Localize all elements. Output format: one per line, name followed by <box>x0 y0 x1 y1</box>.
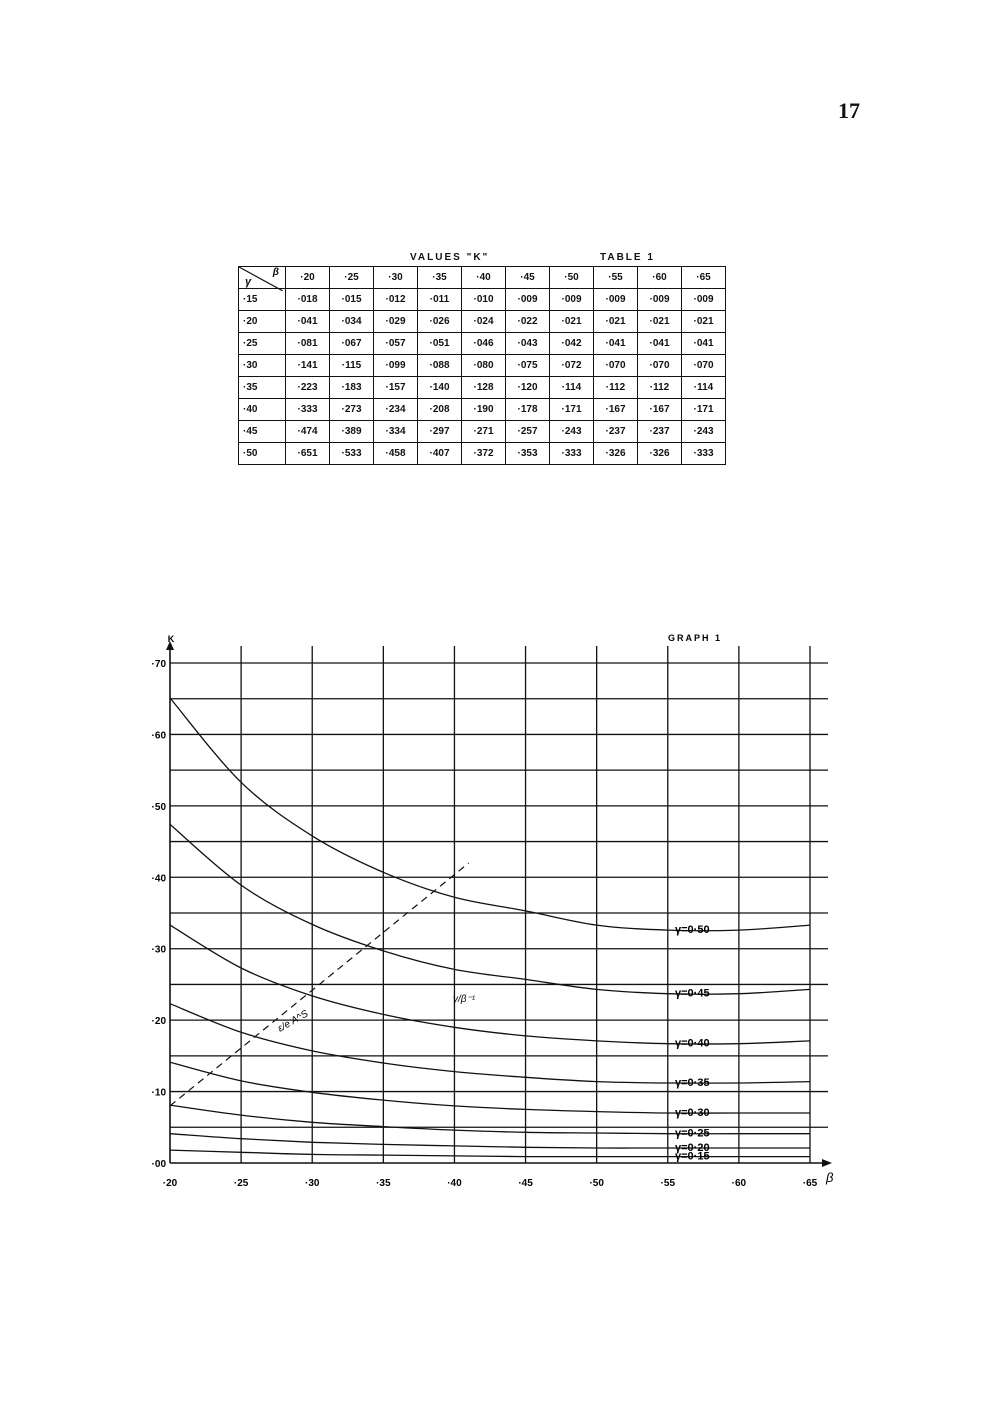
y-tick-label: ·70 <box>151 659 166 670</box>
table-cell: ·333 <box>550 443 594 465</box>
column-header-beta: ·45 <box>506 267 550 289</box>
column-header-beta: ·30 <box>374 267 418 289</box>
table-cell: ·042 <box>550 333 594 355</box>
table-cell: ·297 <box>418 421 462 443</box>
row-header-gamma: ·15 <box>239 289 286 311</box>
column-header-beta: ·20 <box>286 267 330 289</box>
table-cell: ·021 <box>594 311 638 333</box>
table-cell: ·021 <box>550 311 594 333</box>
table-cell: ·257 <box>506 421 550 443</box>
series-line <box>170 1062 810 1113</box>
table-cell: ·389 <box>330 421 374 443</box>
table-cell: ·026 <box>418 311 462 333</box>
series-line <box>170 1150 810 1157</box>
table-cell: ·018 <box>286 289 330 311</box>
series-label: γ=0·25 <box>675 1127 710 1140</box>
table-cell: ·112 <box>594 377 638 399</box>
corner-gamma-label: γ <box>245 276 252 288</box>
table-cell: ·070 <box>594 355 638 377</box>
row-header-gamma: ·30 <box>239 355 286 377</box>
y-tick-label: ·40 <box>151 873 166 885</box>
column-header-beta: ·65 <box>682 267 726 289</box>
y-tick-label: ·50 <box>151 801 166 813</box>
table-cell: ·141 <box>286 355 330 377</box>
x-tick-label: ·30 <box>304 1178 320 1189</box>
table-cell: ·326 <box>638 443 682 465</box>
table-cell: ·157 <box>374 377 418 399</box>
table-cell: ·034 <box>330 311 374 333</box>
table-cell: ·009 <box>506 289 550 311</box>
row-header-gamma: ·45 <box>239 421 286 443</box>
table-cell: ·458 <box>374 443 418 465</box>
table-cell: ·012 <box>374 289 418 311</box>
y-tick-label: ·00 <box>151 1159 166 1170</box>
column-header-beta: ·55 <box>594 267 638 289</box>
table-cell: ·024 <box>462 311 506 333</box>
x-tick-label: ·20 <box>162 1178 178 1189</box>
table-cell: ·190 <box>462 399 506 421</box>
corner-beta-label: β <box>272 267 279 278</box>
x-tick-label: ·45 <box>518 1178 533 1189</box>
x-axis-label: β <box>826 1170 834 1185</box>
table-cell: ·372 <box>462 443 506 465</box>
column-header-beta: ·60 <box>638 267 682 289</box>
table-cell: ·088 <box>418 355 462 377</box>
y-tick-label: ·60 <box>151 730 166 742</box>
table-cell: ·009 <box>594 289 638 311</box>
table-cell: ·051 <box>418 333 462 355</box>
dashed-line-annotation: ε/e A^S <box>276 1008 311 1035</box>
table-cell: ·167 <box>638 399 682 421</box>
table-cell: ·112 <box>638 377 682 399</box>
table-cell: ·171 <box>550 399 594 421</box>
series-label: γ=0·35 <box>675 1077 710 1089</box>
table-cell: ·273 <box>330 399 374 421</box>
table-cell: ·015 <box>330 289 374 311</box>
series-line <box>170 1105 810 1134</box>
series-label: γ=0·50 <box>675 924 710 937</box>
table-cell: ·114 <box>682 377 726 399</box>
table-cell: ·009 <box>550 289 594 311</box>
row-header-gamma: ·40 <box>239 399 286 421</box>
table-cell: ·237 <box>638 421 682 443</box>
page-number: 17 <box>838 98 860 123</box>
column-header-beta: ·40 <box>462 267 506 289</box>
table-cell: ·080 <box>462 355 506 377</box>
table-cell: ·041 <box>594 333 638 355</box>
table-cell: ·407 <box>418 443 462 465</box>
table-cell: ·041 <box>286 311 330 333</box>
table-cell: ·271 <box>462 421 506 443</box>
column-header-beta: ·50 <box>550 267 594 289</box>
row-header-gamma: ·35 <box>239 377 286 399</box>
table-cell: ·208 <box>418 399 462 421</box>
y-tick-label: ·10 <box>151 1087 166 1099</box>
table-cell: ·333 <box>682 443 726 465</box>
series-line <box>170 698 810 931</box>
table-cell: ·070 <box>638 355 682 377</box>
series-label: γ=0·40 <box>675 1037 710 1050</box>
y-axis-label: K <box>167 634 175 644</box>
table-cell: ·115 <box>330 355 374 377</box>
column-header-beta: ·35 <box>418 267 462 289</box>
dashed-line-annotation: γ/β⁻¹ <box>453 994 476 1005</box>
table-cell: ·075 <box>506 355 550 377</box>
x-axis-arrow-icon <box>822 1159 832 1167</box>
table-cell: ·043 <box>506 333 550 355</box>
table-cell: ·237 <box>594 421 638 443</box>
table-cell: ·183 <box>330 377 374 399</box>
table-cell: ·243 <box>682 421 726 443</box>
x-tick-label: ·25 <box>233 1178 249 1189</box>
table-cell: ·243 <box>550 421 594 443</box>
table-cell: ·533 <box>330 443 374 465</box>
series-label: γ=0·20 <box>675 1142 710 1154</box>
table-cell: ·021 <box>682 311 726 333</box>
table-cell: ·353 <box>506 443 550 465</box>
y-tick-label: ·20 <box>151 1016 166 1028</box>
x-tick-label: ·40 <box>447 1178 462 1189</box>
table-cell: ·167 <box>594 399 638 421</box>
series-label: γ=0·30 <box>675 1107 710 1119</box>
table-cell: ·046 <box>462 333 506 355</box>
x-tick-label: ·55 <box>660 1178 676 1189</box>
chart-title: GRAPH 1 <box>668 633 723 643</box>
table-cell: ·334 <box>374 421 418 443</box>
table-cell: ·120 <box>506 377 550 399</box>
table-cell: ·651 <box>286 443 330 465</box>
table-title: VALUES "K" <box>410 252 490 263</box>
x-tick-label: ·65 <box>802 1178 818 1189</box>
column-header-beta: ·25 <box>330 267 374 289</box>
table-cell: ·070 <box>682 355 726 377</box>
table-cell: ·072 <box>550 355 594 377</box>
table-cell: ·009 <box>638 289 682 311</box>
table-cell: ·140 <box>418 377 462 399</box>
table-cell: ·333 <box>286 399 330 421</box>
y-tick-label: ·30 <box>151 944 166 956</box>
table-cell: ·011 <box>418 289 462 311</box>
table-cell: ·021 <box>638 311 682 333</box>
table-cell: ·009 <box>682 289 726 311</box>
table-cell: ·234 <box>374 399 418 421</box>
x-tick-label: ·60 <box>731 1178 747 1189</box>
table-cell: ·128 <box>462 377 506 399</box>
series-label: γ=0·15 <box>675 1150 710 1163</box>
table-cell: ·041 <box>638 333 682 355</box>
series-line <box>170 824 810 994</box>
table-cell: ·029 <box>374 311 418 333</box>
row-header-gamma: ·50 <box>239 443 286 465</box>
table-cell: ·067 <box>330 333 374 355</box>
x-tick-label: ·35 <box>376 1178 391 1189</box>
table-cell: ·326 <box>594 443 638 465</box>
table-cell: ·474 <box>286 421 330 443</box>
table-cell: ·223 <box>286 377 330 399</box>
table-cell: ·178 <box>506 399 550 421</box>
table-cell: ·010 <box>462 289 506 311</box>
table-cell: ·114 <box>550 377 594 399</box>
table-label: TABLE 1 <box>600 252 655 263</box>
series-line <box>170 1134 810 1148</box>
table-cell: ·099 <box>374 355 418 377</box>
table-cell: ·057 <box>374 333 418 355</box>
row-header-gamma: ·25 <box>239 333 286 355</box>
table-cell: ·081 <box>286 333 330 355</box>
series-label: γ=0·45 <box>675 987 710 1000</box>
table-cell: ·041 <box>682 333 726 355</box>
row-header-gamma: ·20 <box>239 311 286 333</box>
x-tick-label: ·50 <box>589 1178 604 1189</box>
table-cell: ·171 <box>682 399 726 421</box>
table-cell: ·022 <box>506 311 550 333</box>
